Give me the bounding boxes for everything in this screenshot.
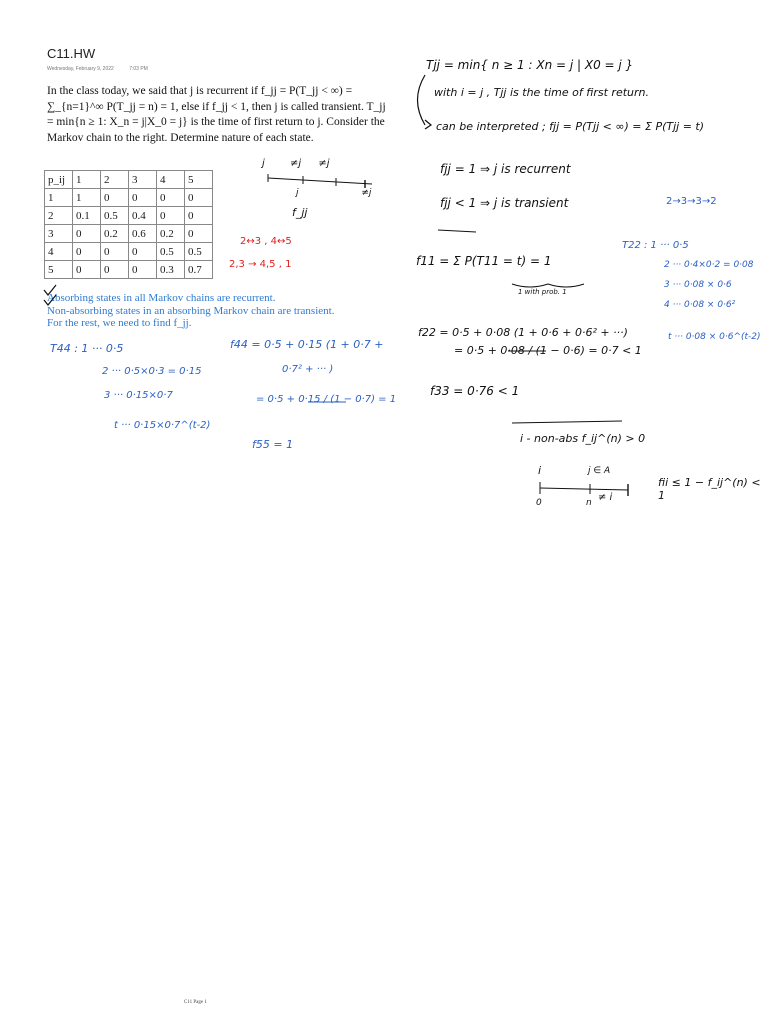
f44-line: 0·7² + ··· ) <box>282 364 334 375</box>
j-in-A: j ∈ A <box>588 466 611 476</box>
page-title: C11.HW <box>47 46 96 61</box>
axis-line <box>540 488 628 490</box>
f55-line: f55 = 1 <box>252 438 294 451</box>
page-time: 7:03 PM <box>129 66 148 72</box>
page-date: Wednesday, February 9, 2022 <box>47 66 114 72</box>
f22-line: f22 = 0·5 + 0·08 (1 + 0·6 + 0·6² + ···) <box>418 326 628 339</box>
checkmark-icon <box>44 295 56 305</box>
matrix-cell: 2 <box>45 207 73 225</box>
matrix-header-cell: 4 <box>157 171 185 189</box>
matrix-cell: 3 <box>45 225 73 243</box>
matrix-cell: 0.1 <box>73 207 101 225</box>
fjj-label: f_jj <box>292 206 308 219</box>
matrix-cell: 0.2 <box>157 225 185 243</box>
interpret-line: can be interpreted ; fjj = P(Tjj < ∞) = Σ P(Tjj = t) <box>436 120 705 133</box>
T44-line: 3 ··· 0·15×0·7 <box>104 390 173 401</box>
T44-line: 2 ··· 0·5×0·3 = 0·15 <box>102 366 202 377</box>
f11-note: 1 with prob. 1 <box>518 288 567 296</box>
timeline-label: j <box>296 188 299 198</box>
matrix-cell: 0 <box>73 243 101 261</box>
T22-line: 4 ··· 0·08 × 0·6² <box>664 300 736 310</box>
matrix-header-cell: 5 <box>185 171 213 189</box>
page-footer: C11 Page 1 <box>184 1000 207 1005</box>
axis-label: i <box>538 464 542 477</box>
T44-line: t ··· 0·15×0·7^(t-2) <box>114 420 211 431</box>
f44-line: = 0·5 + 0·15 / (1 − 0·7) = 1 <box>256 394 397 405</box>
matrix-cell: 0 <box>185 207 213 225</box>
matrix-cell: 0.5 <box>185 243 213 261</box>
timeline-axis <box>268 178 372 184</box>
note-line: Non-absorbing states in an absorbing Markov chain are transient. <box>47 304 335 317</box>
with-line: with i = j , Tjj is the time of first return. <box>434 86 649 99</box>
note-line: For the rest, we need to find f_jj. <box>47 317 192 329</box>
separator-line <box>512 421 622 423</box>
matrix-cell: 0 <box>129 189 157 207</box>
f33-line: f33 = 0·76 < 1 <box>430 384 520 398</box>
matrix-cell: 0 <box>101 261 129 279</box>
matrix-cell: 1 <box>45 189 73 207</box>
red-note: 2,3 → 4,5 , 1 <box>229 259 292 270</box>
matrix-cell: 0.6 <box>129 225 157 243</box>
matrix-cell: 0.4 <box>129 207 157 225</box>
underline <box>438 230 476 232</box>
matrix-cell: 0 <box>129 243 157 261</box>
matrix-cell: 1 <box>73 189 101 207</box>
fii-bound: fii ≤ 1 − f_ij^(n) < 1 <box>658 476 761 502</box>
timeline-label: j <box>262 158 265 169</box>
matrix-cell: 0 <box>129 261 157 279</box>
arrow-icon <box>425 120 431 129</box>
nonabs-line: i - non-abs f_ij^(n) > 0 <box>520 432 646 445</box>
matrix-cell: 0.5 <box>101 207 129 225</box>
timeline-label: ≠j <box>289 158 302 169</box>
f44-line: f44 = 0·5 + 0·15 (1 + 0·7 + <box>230 338 384 351</box>
matrix-cell: 4 <box>45 243 73 261</box>
matrix-cell: 0 <box>101 189 129 207</box>
axis-label: ≠ i <box>598 492 613 503</box>
matrix-cell: 0 <box>101 243 129 261</box>
bracket-stroke <box>418 75 426 125</box>
chain-note: 2→3→3→2 <box>666 196 717 207</box>
timeline-labels-bottom <box>296 188 371 198</box>
matrix-cell: 0.3 <box>157 261 185 279</box>
T22-line: T22 : 1 ··· 0·5 <box>622 240 689 251</box>
matrix-cell: 0 <box>73 261 101 279</box>
axis-label: n <box>586 498 592 508</box>
matrix-cell: 0 <box>73 225 101 243</box>
timeline-labels <box>262 158 330 169</box>
Tjj-definition: Tjj = min{ n ≥ 1 : Xn = j | X0 = j } <box>426 58 634 72</box>
matrix-cell: 0 <box>185 189 213 207</box>
matrix-cell: 0.7 <box>185 261 213 279</box>
T44-line: T44 : 1 ··· 0·5 <box>50 342 124 355</box>
matrix-cell: 0 <box>157 207 185 225</box>
T22-line: 2 ··· 0·4×0·2 = 0·08 <box>664 260 754 270</box>
f11-line: f11 = Σ P(T11 = t) = 1 <box>416 254 552 268</box>
f22-line: = 0·5 + 0·08 / (1 − 0·6) = 0·7 < 1 <box>454 344 642 357</box>
matrix-cell: 0 <box>185 225 213 243</box>
T22-line: 3 ··· 0·08 × 0·6 <box>664 280 732 290</box>
matrix-cell: 0 <box>157 189 185 207</box>
matrix-header-cell: 1 <box>73 171 101 189</box>
problem-statement: In the class today, we said that j is recurrent if f_jj = P(T_jj < ∞) = ∑_{n=1}^∞ P(T_jj = n) = 1, else if f_jj < 1, then j is called transient. T_jj = min{n ≥ 1: X_n = j|X_0 = j} is the time of first return to j. Consider the Markov chain to the right. Determine nature of each state. <box>47 85 386 144</box>
timeline-label: ≠j <box>361 188 372 198</box>
matrix-header-cell: 3 <box>129 171 157 189</box>
matrix-header-cell: 2 <box>101 171 129 189</box>
note-line: Absorbing states in all Markov chains are recurrent. <box>47 292 276 304</box>
recurrent-line: fjj = 1 ⇒ j is recurrent <box>440 162 571 176</box>
matrix-cell: 5 <box>45 261 73 279</box>
axis-label: 0 <box>536 498 542 508</box>
timeline-label: ≠j <box>318 158 330 169</box>
matrix-cell: 0.5 <box>157 243 185 261</box>
transient-line: fjj < 1 ⇒ j is transient <box>440 196 569 210</box>
checkmark-icon <box>44 285 56 295</box>
matrix-cell: 0.2 <box>101 225 129 243</box>
matrix-header-cell: p_ij <box>45 171 73 189</box>
brace-stroke <box>512 284 584 287</box>
red-note: 2↔3 , 4↔5 <box>240 236 292 247</box>
T22-line: t ··· 0·08 × 0·6^(t-2) <box>668 332 761 342</box>
